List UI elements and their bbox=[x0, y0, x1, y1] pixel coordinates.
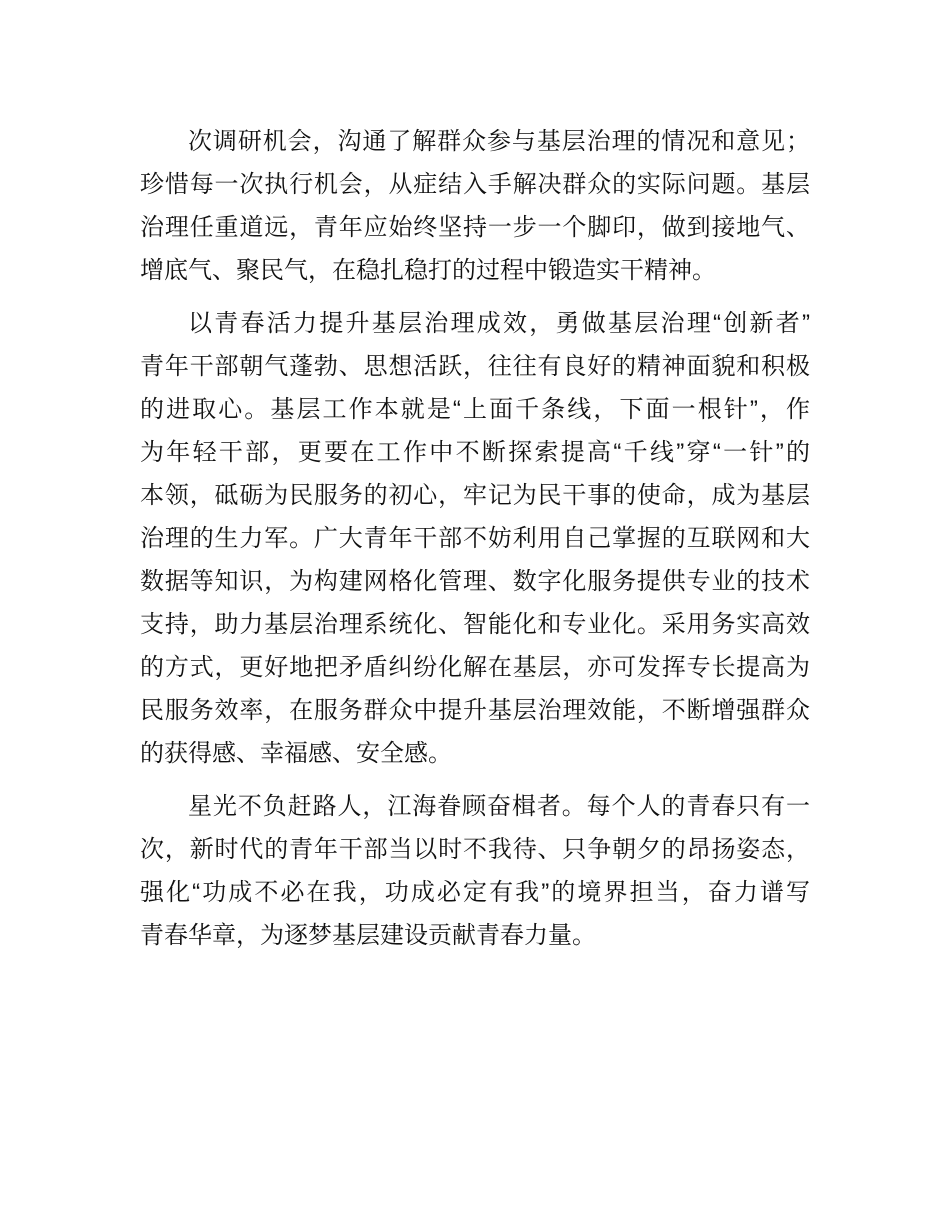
text-line: 的进取心。基层工作本就是“上面千条线，下面一根针”，作 bbox=[140, 396, 810, 423]
text-line: 次调研机会，沟通了解群众参与基层治理的情况和意见； bbox=[188, 128, 810, 155]
text-line: 强化“功成不必在我，功成必定有我”的境界担当，奋力谱写 bbox=[140, 879, 810, 906]
text-line: 的获得感、幸福感、安全感。 bbox=[140, 740, 452, 767]
text-line: 支持，助力基层治理系统化、智能化和专业化。采用务实高效 bbox=[140, 611, 810, 638]
text-line: 数据等知识，为构建网格化管理、数字化服务提供专业的技术 bbox=[140, 568, 810, 595]
text-line: 青春华章，为逐梦基层建设贡献青春力量。 bbox=[140, 922, 596, 949]
text-line: 民服务效率，在服务群众中提升基层治理效能，不断增强群众 bbox=[140, 697, 810, 724]
text-line: 增底气、聚民气，在稳扎稳打的过程中锻造实干精神。 bbox=[140, 257, 716, 284]
text-line: 珍惜每一次执行机会，从症结入手解决群众的实际问题。基层 bbox=[140, 171, 810, 198]
text-line: 的方式，更好地把矛盾纠纷化解在基层，亦可发挥专长提高为 bbox=[140, 654, 810, 681]
paragraph bbox=[140, 302, 810, 775]
text-line: 星光不负赶路人，江海眷顾奋楫者。每个人的青春只有一 bbox=[188, 793, 810, 820]
paragraph bbox=[140, 120, 810, 292]
text-line: 青年干部朝气蓬勃、思想活跃，往往有良好的精神面貌和积极 bbox=[140, 353, 810, 380]
text-line: 为年轻干部，更要在工作中不断探索提高“千线”穿“一针”的 bbox=[140, 439, 810, 466]
text-line: 次，新时代的青年干部当以时不我待、只争朝夕的昂扬姿态， bbox=[140, 836, 810, 863]
text-line: 治理的生力军。广大青年干部不妨利用自己掌握的互联网和大 bbox=[140, 525, 810, 552]
text-line: 以青春活力提升基层治理成效，勇做基层治理“创新者” bbox=[188, 310, 810, 337]
document-text-block bbox=[140, 120, 810, 957]
text-line: 治理任重道远，青年应始终坚持一步一个脚印，做到接地气、 bbox=[140, 214, 810, 241]
text-line: 本领，砥砺为民服务的初心，牢记为民干事的使命，成为基层 bbox=[140, 482, 810, 509]
paragraph bbox=[140, 785, 810, 957]
